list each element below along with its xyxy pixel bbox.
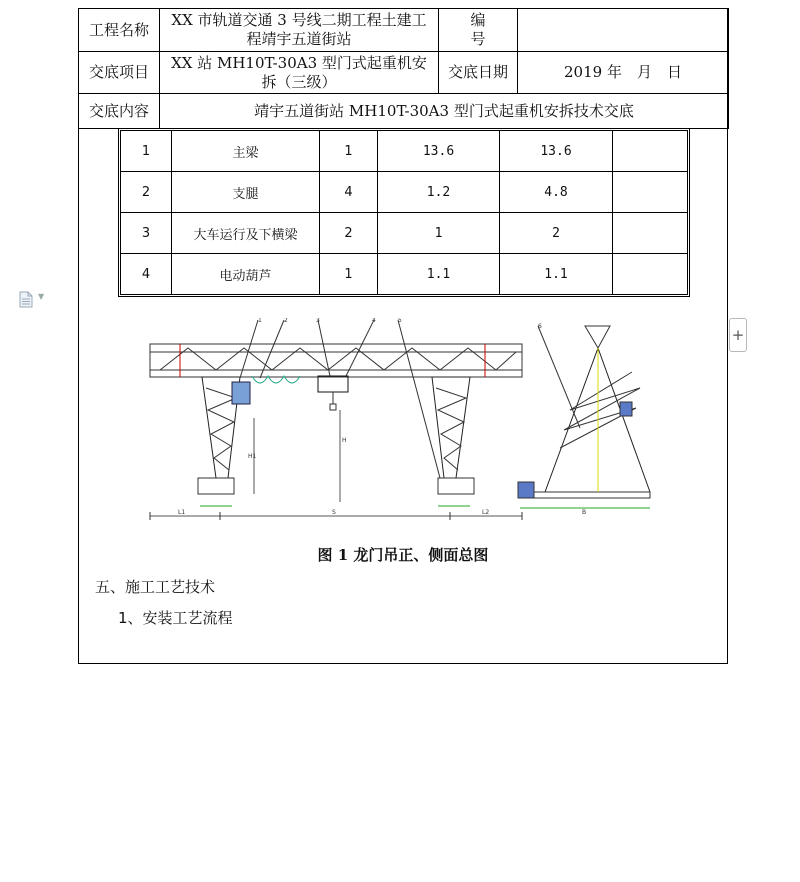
dim-l2: L2 [482,509,490,516]
section-title: 五、施工工艺技术 [95,578,216,596]
row-name: 支腿 [172,172,320,213]
table-row [121,172,687,213]
number-label: 编 号 [439,9,518,52]
row-name: 主梁 [172,131,320,172]
crane-drawing [140,318,670,530]
item-value: XX 站 MH10T-30A3 型门式起重机安拆（三级） [160,52,439,94]
chevron-down-icon[interactable]: ▼ [38,292,45,301]
project-name-label: 工程名称 [79,9,160,52]
row-unit-weight: 13.6 [378,131,500,172]
row-note [613,172,687,213]
row-total: 1.1 [500,254,613,294]
callout-4: 4 [372,318,376,324]
add-button[interactable]: + [729,318,747,352]
figure-caption: 图 1 龙门吊正、侧面总图 [317,546,489,564]
table-row [121,213,687,254]
dim-s: S [332,509,336,516]
date-value: 2019 年 月 日 [518,52,729,94]
table-row [121,131,687,172]
callout-1: 1 [258,318,262,324]
parts-table [118,128,690,297]
dim-h: H [342,437,347,444]
row-no: 4 [121,254,172,294]
dim-b: B [582,509,587,516]
item-label: 交底项目 [79,52,160,94]
row-qty: 2 [320,213,378,254]
table-row [121,254,687,294]
row-total: 13.6 [500,131,613,172]
row-note [613,131,687,172]
row-qty: 1 [320,131,378,172]
header-table [78,8,729,129]
callout-2: 2 [284,318,288,324]
row-name: 大车运行及下横梁 [172,213,320,254]
row-total: 4.8 [500,172,613,213]
row-qty: 1 [320,254,378,294]
content-value: 靖宇五道街站 MH10T-30A3 型门式起重机安拆技术交底 [160,94,729,129]
project-name-value: XX 市轨道交通 3 号线二期工程土建工程靖宇五道街站 [160,9,439,52]
row-qty: 4 [320,172,378,213]
document-icon[interactable] [18,291,34,312]
subsection-title: 1、安装工艺流程 [118,609,233,627]
callout-3: 3 [316,318,320,324]
row-name: 电动葫芦 [172,254,320,294]
row-unit-weight: 1.1 [378,254,500,294]
content-label: 交底内容 [79,94,160,129]
row-note [613,254,687,294]
date-label: 交底日期 [439,52,518,94]
row-unit-weight: 1.2 [378,172,500,213]
callout-6: 6 [538,323,542,330]
row-note [613,213,687,254]
row-no: 3 [121,213,172,254]
row-no: 2 [121,172,172,213]
row-unit-weight: 1 [378,213,500,254]
row-total: 2 [500,213,613,254]
dim-l1: L1 [178,509,186,516]
callout-5: 5 [398,318,402,324]
row-no: 1 [121,131,172,172]
number-value [518,9,729,52]
dim-h1: H1 [248,453,257,460]
